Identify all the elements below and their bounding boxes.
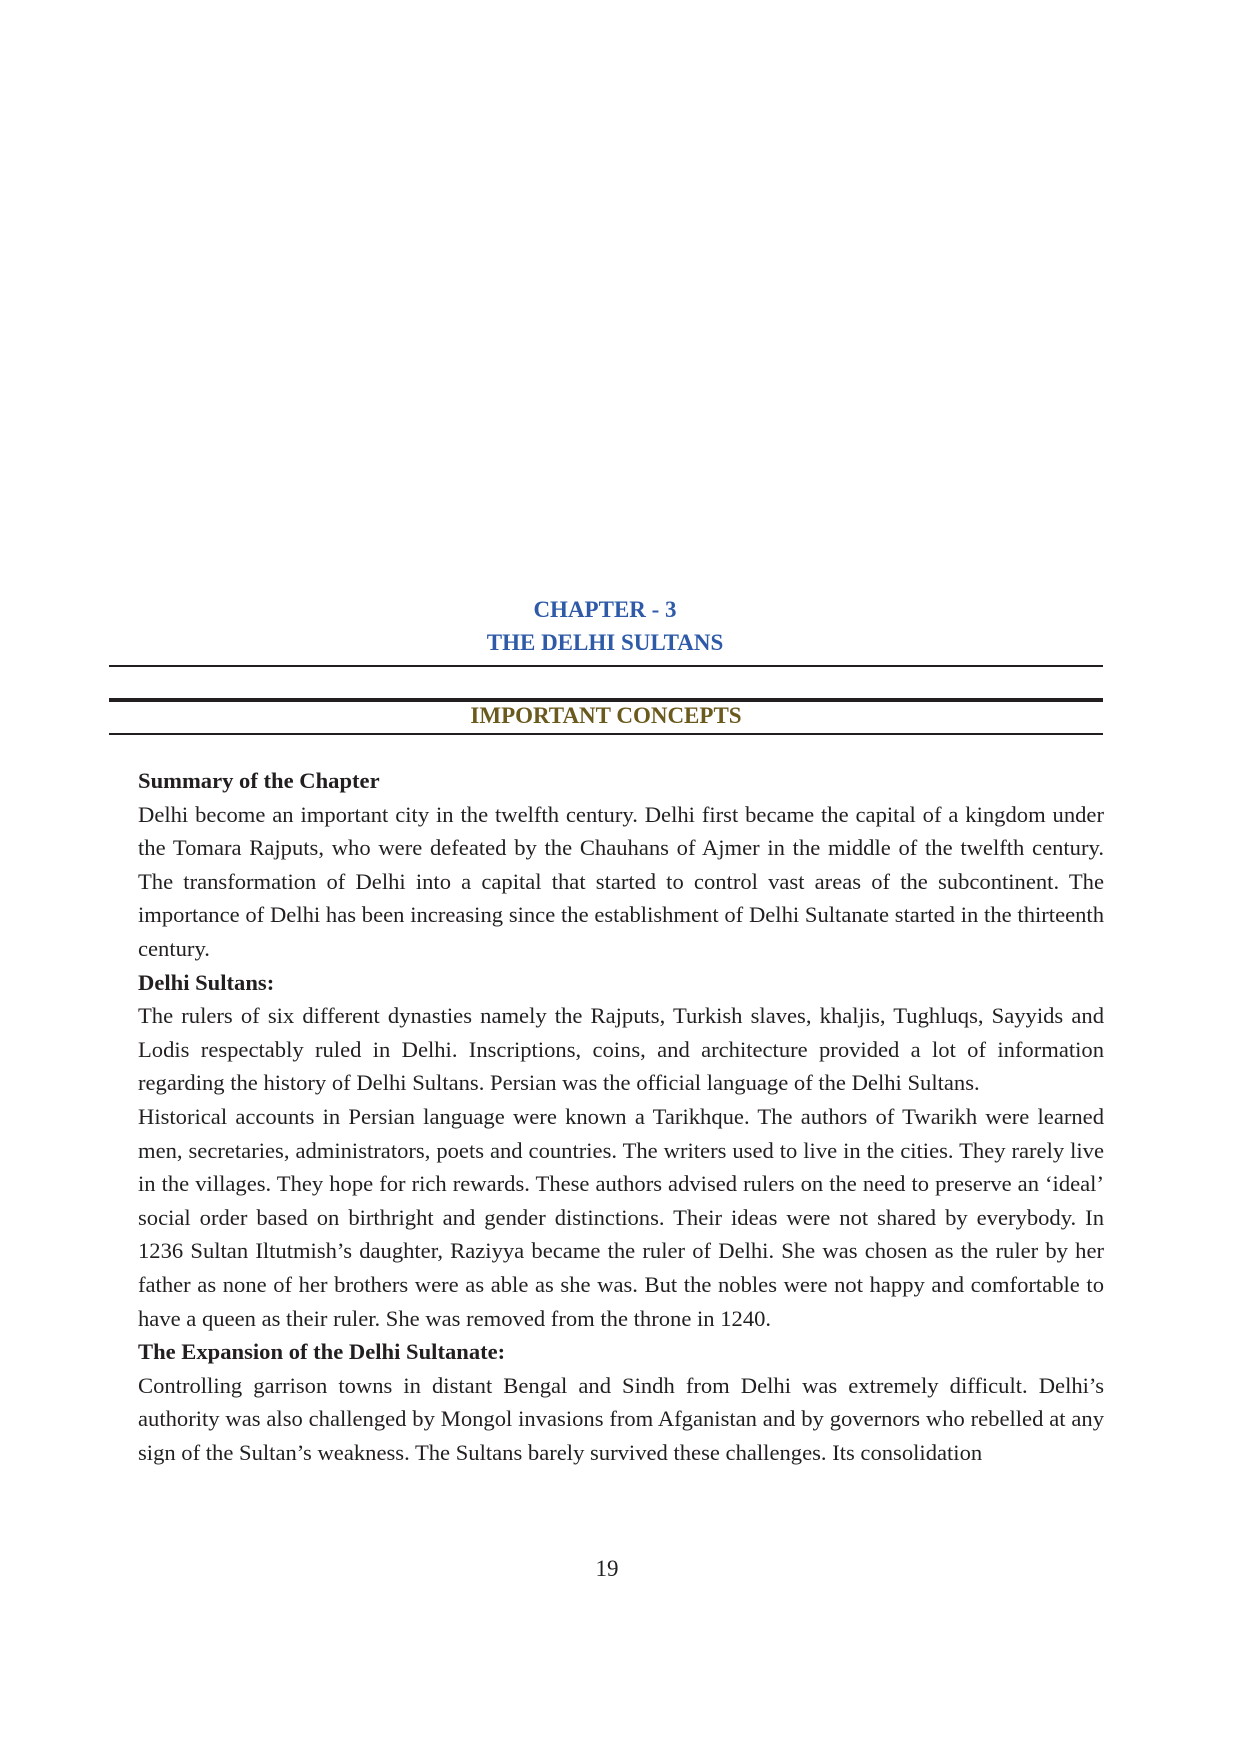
section-heading-expansion: The Expansion of the Delhi Sultanate: bbox=[138, 1339, 506, 1365]
section-heading-delhi-sultans: Delhi Sultans: bbox=[138, 969, 275, 995]
section-banner: IMPORTANT CONCEPTS bbox=[470, 703, 742, 728]
paragraph-summary: Delhi become an important city in the twelfth century. Delhi first became the capital of a kingdom under the Tomara Rajputs, who were defeated by the Chauhans of Ajmer in the middle of the twelfth century. The transformation of Delhi into a capital that started to control vast areas of the subcontinent. The importance of Delhi has been increasing since the establishment of Delhi Sultanate started in the thirteenth century. bbox=[138, 801, 1104, 961]
section-heading-summary: Summary of the Chapter bbox=[138, 768, 380, 793]
paragraph-delhi-sultans-dynasties: The rulers of six different dynasties namely the Rajputs, Turkish slaves, khaljis, Tughluqs, Sayyids and Lodis respectably ruled in Delhi. Inscriptions, coins, and architecture provided a lot of information regarding the history of Delhi Sultans. Persian was the official language of the Delhi Sultans. bbox=[138, 1003, 1104, 1096]
chapter-number: CHAPTER - 3 bbox=[533, 597, 677, 622]
paragraph-delhi-sultans-histories: Historical accounts in Persian language were known a Tarikhque. The authors of Twarikh were learned men, secretaries, administrators, poets and countries. The writers used to live in the cities. They rarely live in the villages. They hope for rich rewards. These authors advised rulers on the need to preserve an ‘ideal’ social order based on birthright and gender distinctions. Their ideas were not shared by everybody. In 1236 Sultan Iltutmish’s daughter, Raziyya became the ruler of Delhi. She was chosen as the ruler by her father as none of her brothers were as able as she was. But the nobles were not happy and comfortable to have a queen as their ruler. She was removed from the throne in 1240. bbox=[138, 1103, 1104, 1331]
chapter-body bbox=[138, 764, 1104, 1469]
page-number: 19 bbox=[595, 1556, 619, 1581]
divider-rule bbox=[109, 665, 1103, 667]
divider-rule bbox=[109, 733, 1103, 735]
chapter-title: THE DELHI SULTANS bbox=[486, 630, 724, 655]
paragraph-expansion: Controlling garrison towns in distant Bengal and Sindh from Delhi was extremely difficult. Delhi’s authority was also challenged by Mongol invasions from Afganistan and by governors who rebelled at any sign of the Sultan’s weakness. The Sultans barely survived these challenges. Its consolidation bbox=[138, 1372, 1104, 1465]
divider-rule-thick bbox=[109, 698, 1103, 702]
